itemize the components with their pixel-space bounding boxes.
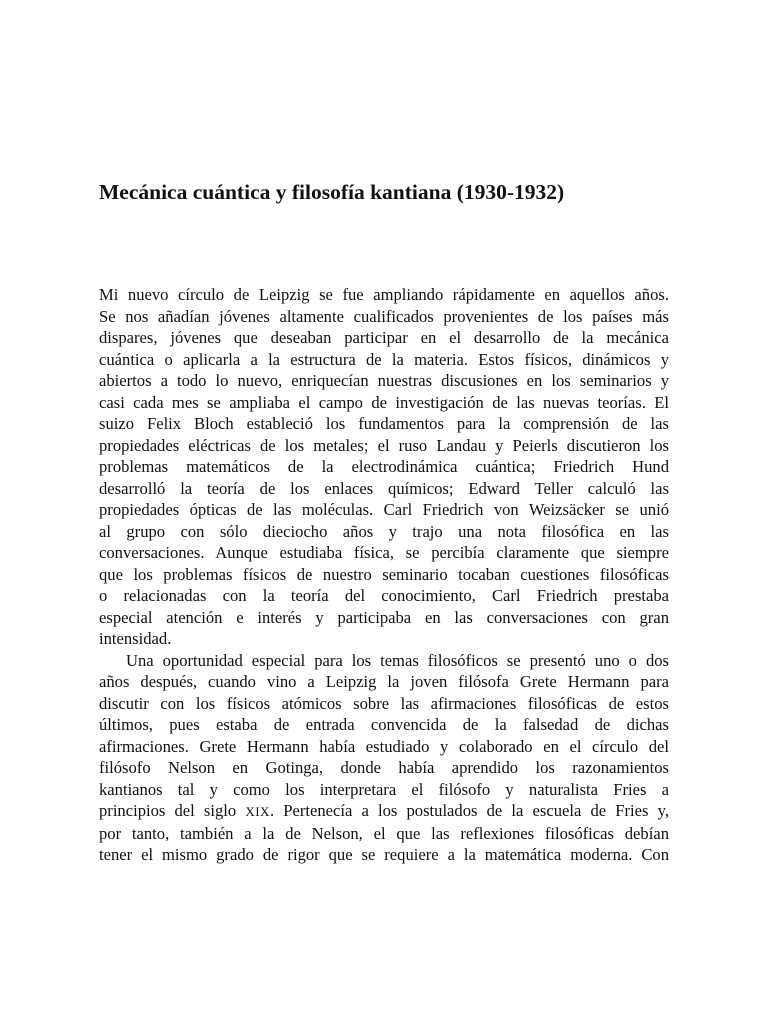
paragraph-1 [99, 284, 669, 650]
text-fragment: . Pertenecía a los postulados de la escuela de Fries y, [269, 801, 669, 820]
text-line: cuántica o aplicarla a la estructura de la materia. Estos físicos, dinámicos y [99, 349, 669, 369]
text-line: tener el mismo grado de rigor que se requiere a la matemática moderna. Con [99, 845, 669, 864]
text-line: casi cada mes se ampliaba el campo de investigación de las nuevas teorías. El [99, 392, 669, 412]
paragraph-2 [99, 650, 669, 866]
text-line: últimos, pues estaba de entrada convencida de la falsedad de dichas [99, 715, 669, 734]
text-line: filósofo Nelson en Gotinga, donde había aprendido los razonamientos [99, 758, 669, 777]
text-line: años después, cuando vino a Leipzig la joven filósofa Grete Hermann para [99, 672, 669, 691]
text-line: especial atención e interés y participaba en las conversaciones con gran [99, 607, 669, 627]
text-line: intensidad. [99, 629, 172, 648]
text-line: o relacionadas con la teoría del conocimiento, Carl Friedrich prestaba [99, 586, 669, 605]
text-line: dispares, jóvenes que deseaban participar en el desarrollo de la mecánica [99, 328, 669, 347]
text-line: al grupo con sólo dieciocho años y trajo una nota filosófica en las [99, 521, 669, 541]
text-line: propiedades ópticas de las moléculas. Carl Friedrich von Weizsäcker se unió [99, 500, 669, 519]
text-line: discutir con los físicos atómicos sobre las afirmaciones filosóficas de estos [99, 693, 669, 713]
text-line: suizo Felix Bloch estableció los fundamentos para la comprensión de las [99, 414, 669, 433]
text-line: Se nos añadían jóvenes altamente cualificados provenientes de los países más [99, 306, 669, 326]
text-line: Una oportunidad especial para los temas filosóficos se presentó uno o dos [126, 650, 669, 670]
body-text [99, 284, 669, 866]
text-line: desarrolló la teoría de los enlaces químicos; Edward Teller calculó las [99, 478, 669, 498]
chapter-title: Mecánica cuántica y filosofía kantiana (1930-1932) [99, 180, 565, 204]
text-line: que los problemas físicos de nuestro seminario tocaban cuestiones filosóficas [99, 564, 669, 584]
text-fragment: principios del siglo [99, 801, 237, 820]
text-line [99, 800, 669, 823]
text-line: Mi nuevo círculo de Leipzig se fue ampliando rápidamente en aquellos años. [99, 285, 669, 304]
text-line: abiertos a todo lo nuevo, enriquecían nuestras discusiones en los seminarios y [99, 371, 669, 390]
text-line: propiedades eléctricas de los metales; el ruso Landau y Peierls discutieron los [99, 435, 669, 455]
text-line: conversaciones. Aunque estudiaba física, se percibía claramente que siempre [99, 543, 669, 562]
text-line: afirmaciones. Grete Hermann había estudiado y colaborado en el círculo del [99, 736, 669, 756]
text-line: por tanto, también a la de Nelson, el que las reflexiones filosóficas debían [99, 823, 669, 843]
century-numeral: XIX [245, 804, 270, 819]
text-line: problemas matemáticos de la electrodinámica cuántica; Friedrich Hund [99, 457, 669, 476]
text-line: kantianos tal y como los interpretara el filósofo y naturalista Fries a [99, 779, 669, 799]
